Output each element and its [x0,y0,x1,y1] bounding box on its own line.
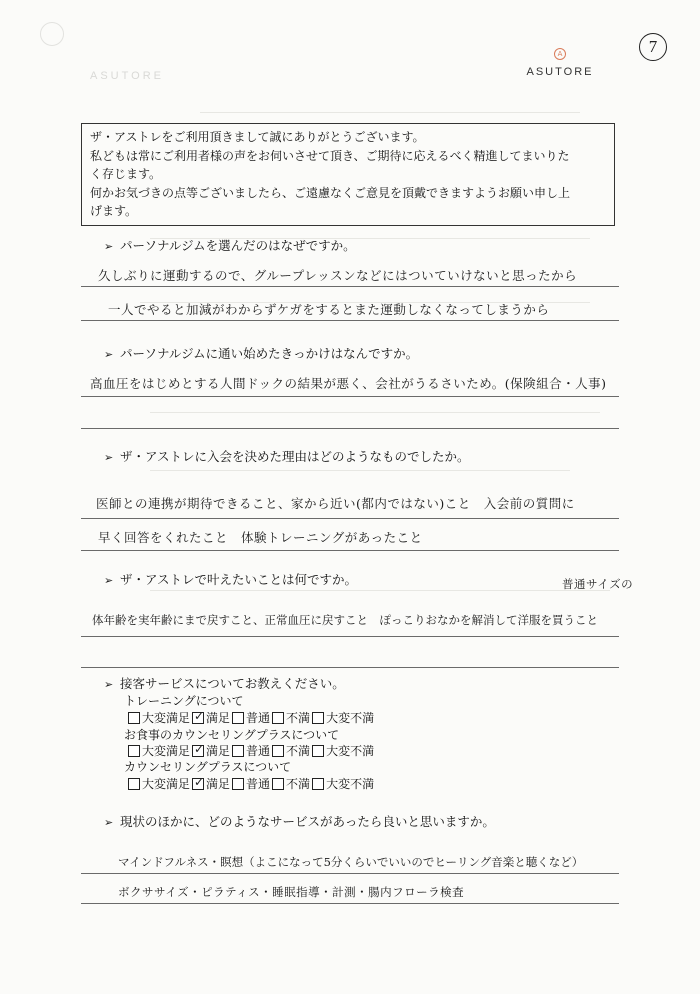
checkbox[interactable] [312,778,324,790]
checkbox-checked[interactable] [192,745,204,757]
answer-line [81,873,619,874]
checkbox[interactable] [232,712,244,724]
intro-line: ザ・アストレをご利用頂きまして誠にありがとうございます。 [90,130,425,144]
answer-line [81,286,619,287]
brand-name: ASUTORE [526,66,594,78]
answer-line [81,903,619,904]
question-heading [104,674,345,692]
option-label: 大変満足 [142,777,191,791]
handwritten-answer: 医師との連携が期待できること、家から近い(都内ではない)こと 入会前の質問に [96,496,575,511]
bleed-line [150,412,600,413]
handwritten-annotation: 普通サイズの [562,577,634,591]
question-label: 現状のほかに、どのようなサービスがあったら良いと思いますか。 [120,814,495,829]
arrow-icon: ➢ [104,678,114,691]
bleed-line [200,112,580,113]
rating-options [128,775,376,792]
arrow-icon: ➢ [104,816,114,829]
option-label: 大変不満 [326,744,375,758]
option-label: 満足 [206,744,231,758]
bleed-line [150,470,570,471]
option-label: 不満 [286,711,311,725]
checkbox[interactable] [232,778,244,790]
checkbox[interactable] [272,778,284,790]
question-label: 接客サービスについてお教えください。 [120,676,345,691]
option-label: 満足 [206,711,231,725]
answer-line [81,518,619,519]
intro-message-box [81,123,615,226]
option-label: 大変不満 [326,711,375,725]
checkbox-checked[interactable] [192,712,204,724]
service-category-label: トレーニングについて [124,694,244,708]
answer-line [81,428,619,429]
checkbox[interactable] [312,712,324,724]
checkbox[interactable] [312,745,324,757]
rating-option[interactable] [128,709,190,726]
rating-option[interactable] [312,742,374,759]
option-label: 満足 [206,777,231,791]
option-label: 不満 [286,744,311,758]
option-label: 普通 [246,744,271,758]
option-label: 大変満足 [142,744,191,758]
question-heading [104,447,470,465]
option-label: 普通 [246,777,271,791]
rating-option[interactable] [192,775,230,792]
handwritten-answer: 高血圧をはじめとする人間ドックの結果が悪く、会社がうるさいため。(保険組合・人事) [90,376,607,391]
option-label: 不満 [286,777,311,791]
brand-logo [520,48,600,78]
checkbox[interactable] [128,745,140,757]
arrow-icon: ➢ [104,574,114,587]
rating-options [128,742,376,759]
checkbox[interactable] [128,778,140,790]
answer-line [81,667,619,668]
service-category-label: カウンセリングプラスについて [124,760,292,774]
handwritten-answer: 一人でやると加減がわからずケガをするとまた運動しなくなってしまうから [108,302,550,317]
rating-options [128,709,376,726]
question-label: ザ・アストレに入会を決めた理由はどのようなものでしたか。 [120,449,470,464]
handwritten-answer: 久しぶりに運動するので、グループレッスンなどにはついていけないと思ったから [98,268,578,283]
answer-line [81,636,619,637]
checkbox[interactable] [272,712,284,724]
bleed-line [150,590,610,591]
question-heading [104,812,495,830]
rating-option[interactable] [312,709,374,726]
arrow-icon: ➢ [104,348,114,361]
intro-line: げます。 [90,204,138,218]
service-category-label: お食事のカウンセリングプラスについて [124,728,340,742]
answer-line [81,550,619,551]
answer-line [81,320,619,321]
option-label: 大変満足 [142,711,191,725]
rating-option[interactable] [192,742,230,759]
page-number: 7 [639,33,667,61]
handwritten-answer: ボクササイズ・ピラティス・睡眠指導・計測・腸内フローラ検査 [118,885,465,899]
option-label: 普通 [246,711,271,725]
intro-line: く存じます。 [90,167,162,181]
rating-option[interactable] [272,709,310,726]
arrow-icon: ➢ [104,240,114,253]
question-heading [104,236,356,254]
answer-line [81,396,619,397]
checkbox[interactable] [272,745,284,757]
question-heading [104,570,357,588]
checkbox-checked[interactable] [192,778,204,790]
checkbox[interactable] [128,712,140,724]
ghost-brand: ASUTORE [90,70,164,82]
handwritten-answer: マインドフルネス・瞑想（よこになって5分くらいでいいのでヒーリング音楽と聴くなど） [118,855,584,869]
rating-option[interactable] [272,775,310,792]
rating-option[interactable] [192,709,230,726]
intro-line: 何かお気づきの点等ございましたら、ご遠慮なくご意見を頂戴できますようお願い申し上 [90,185,571,200]
ghost-logo-mark [40,22,64,46]
checkbox[interactable] [232,745,244,757]
rating-option[interactable] [232,775,270,792]
rating-option[interactable] [232,709,270,726]
intro-line: 私どもは常にご利用者様の声をお伺いさせて頂き、ご期待に応えるべく精進してまいりた [90,148,570,163]
rating-option[interactable] [128,742,190,759]
question-heading [104,344,418,362]
option-label: 大変不満 [326,777,375,791]
rating-option[interactable] [232,742,270,759]
brand-mark-icon: A [554,48,566,60]
question-label: パーソナルジムを選んだのはなぜですか。 [120,238,356,253]
arrow-icon: ➢ [104,451,114,464]
question-label: パーソナルジムに通い始めたきっかけはなんですか。 [120,346,419,361]
rating-option[interactable] [128,775,190,792]
handwritten-answer: 早く回答をくれたこと 体験トレーニングがあったこと [98,530,423,545]
handwritten-answer: 体年齢を実年齢にまで戻すこと、正常血圧に戻すこと ぽっこりおなかを解消して洋服を買うこと [92,613,598,627]
rating-option[interactable] [312,775,374,792]
question-label: ザ・アストレで叶えたいことは何ですか。 [120,572,358,587]
rating-option[interactable] [272,742,310,759]
